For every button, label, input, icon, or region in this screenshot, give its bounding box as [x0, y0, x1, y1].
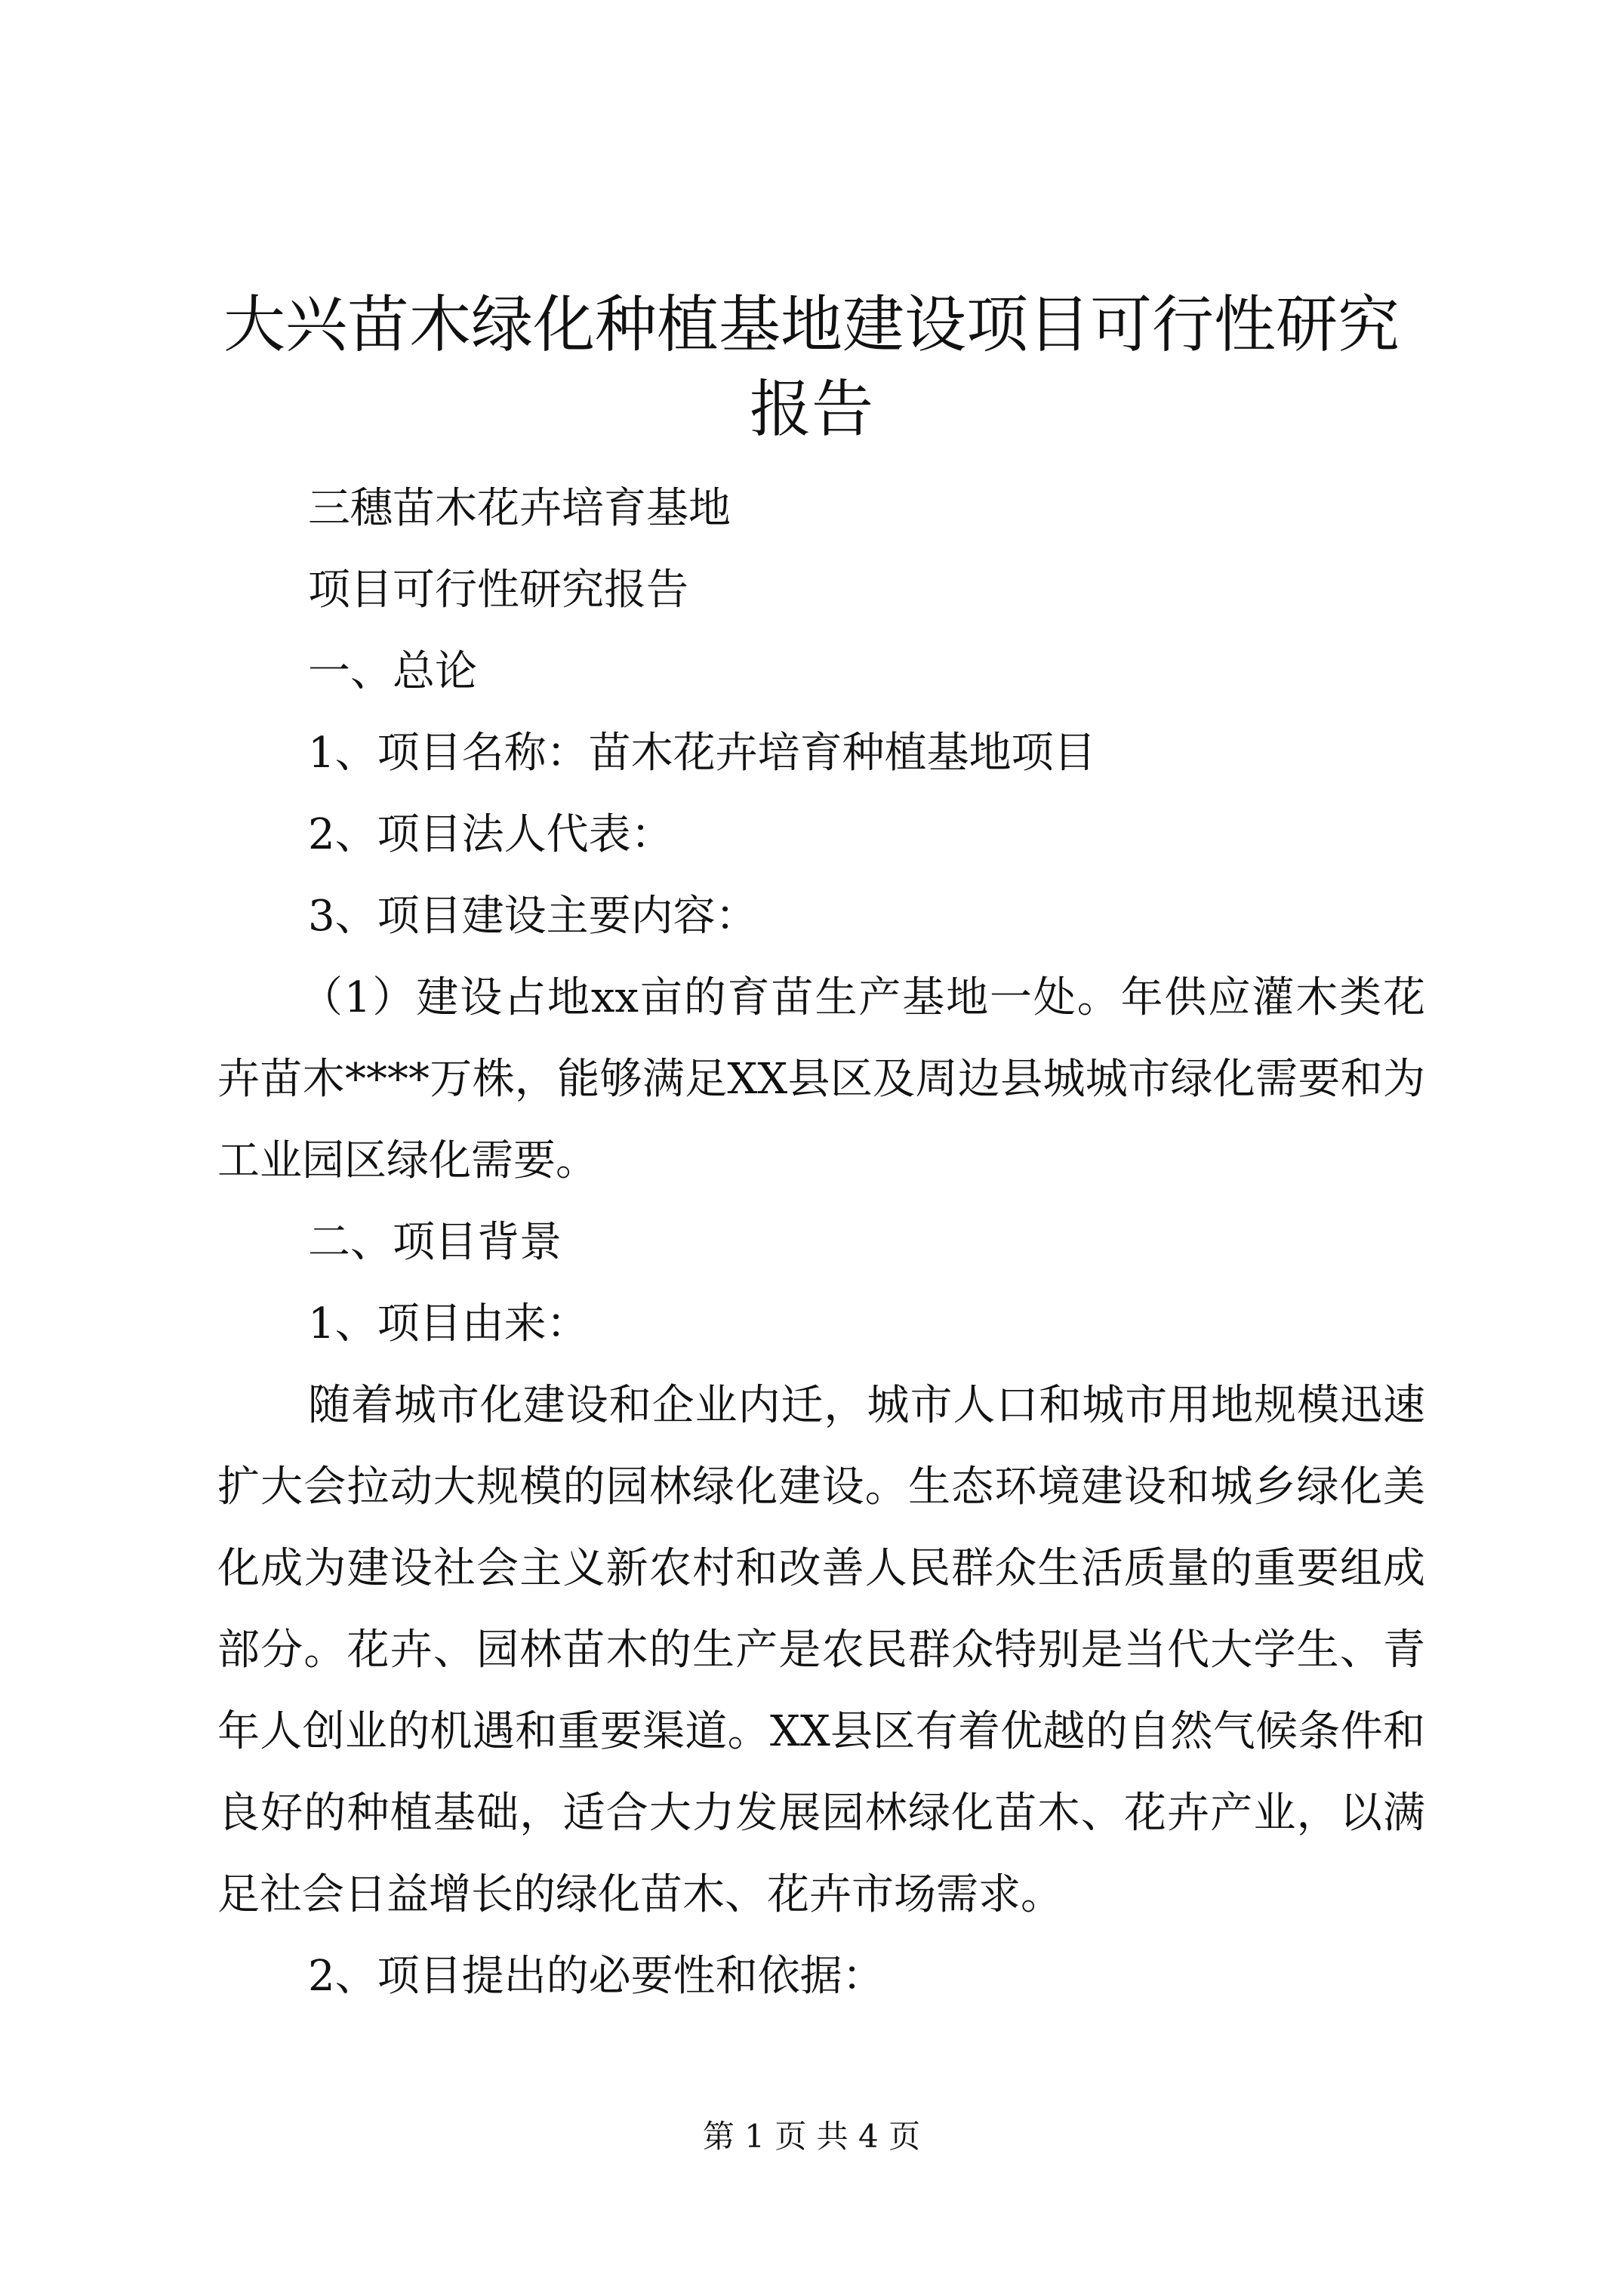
heading-section-1: 一、总论 — [308, 647, 477, 696]
heading-section-2: 二、项目背景 — [308, 1218, 562, 1267]
paragraph-content-detail: （1）建设占地xx亩的育苗生产基地一处。年供应灌木类花卉苗木****万株，能够满足XX县区及周边县城城市绿化需要和为工业园区绿化需要。 — [217, 973, 1425, 1185]
document-body — [217, 468, 1425, 2017]
paragraph-origin-heading: 1、项目由来： — [308, 1299, 589, 1348]
paragraph-legal-rep: 2、项目法人代表： — [308, 810, 673, 859]
page-footer: 第 1 页 共 4 页 — [702, 2118, 921, 2155]
paragraph-base-name: 三穗苗木花卉培育基地 — [308, 484, 731, 533]
paragraph-project-name: 1、项目名称：苗木花卉培育种植基地项目 — [308, 729, 1096, 778]
paragraph-origin-body: 随着城市化建设和企业内迁，城市人口和城市用地规模迅速扩大会拉动大规模的园林绿化建设。生态环境建设和城乡绿化美化成为建设社会主义新农村和改善人民群众生活质量的重要组成部分。花卉、园林苗木的生产是农民群众特别是当代大学生、青年人创业的机遇和重要渠道。XX县区有着优越的自然气候条件和良好的种植基础，适合大力发展园林绿化苗木、花卉产业，以满足社会日益增长的绿化苗木、花卉市场需求。 — [217, 1381, 1425, 1919]
paragraph-necessity-heading: 2、项目提出的必要性和依据： — [308, 1952, 885, 2001]
paragraph-main-content: 3、项目建设主要内容： — [308, 892, 758, 941]
document-title: 大兴苗木绿化种植基地建设项目可行性研究报告 — [223, 289, 1400, 445]
paragraph-report-name: 项目可行性研究报告 — [308, 566, 688, 615]
